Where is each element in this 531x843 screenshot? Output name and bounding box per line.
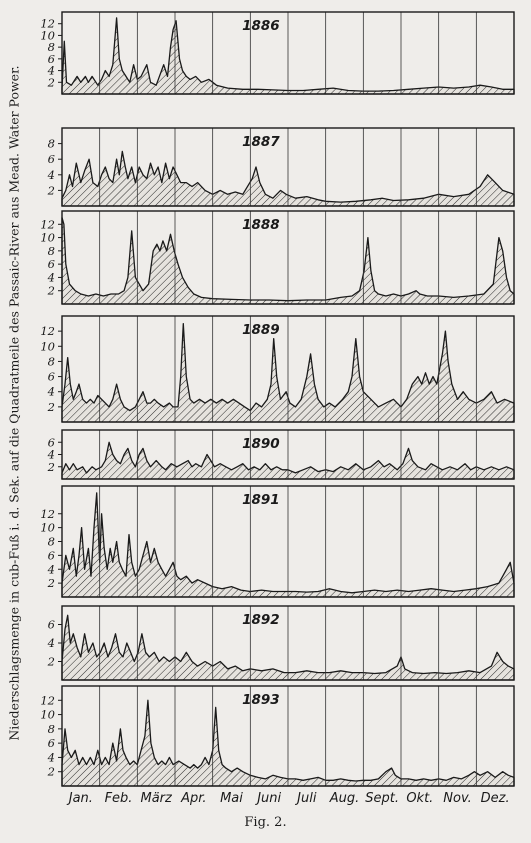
y-tick-label: 12 xyxy=(40,324,55,339)
y-axis-label-container xyxy=(2,8,26,798)
y-tick-label: 2 xyxy=(47,183,55,198)
panel-1887 xyxy=(47,128,514,206)
month-label: Sept. xyxy=(365,791,400,806)
y-tick-label: 4 xyxy=(47,636,55,650)
y-tick-label: 6 xyxy=(47,257,55,272)
month-label: Mai xyxy=(220,791,243,806)
y-tick-label: 6 xyxy=(47,152,55,167)
y-tick-label: 4 xyxy=(47,750,55,765)
y-tick-label: 8 xyxy=(47,721,55,736)
y-tick-label: 12 xyxy=(40,16,55,31)
month-label: Okt. xyxy=(406,791,434,806)
y-tick-label: 4 xyxy=(47,167,55,182)
y-tick-label: 10 xyxy=(40,707,55,722)
y-tick-label: 4 xyxy=(47,384,55,399)
year-label: 1887 xyxy=(242,134,280,150)
y-tick-label: 10 xyxy=(40,230,55,245)
y-tick-label: 10 xyxy=(40,520,55,535)
month-label: Aug. xyxy=(329,791,360,806)
y-tick-label: 6 xyxy=(47,736,55,751)
panel-1890 xyxy=(47,430,514,479)
y-tick-label: 2 xyxy=(47,283,55,298)
month-label: Juli xyxy=(297,791,317,806)
y-tick-label: 12 xyxy=(40,217,55,232)
y-tick-label: 2 xyxy=(47,399,55,414)
y-tick-label: 2 xyxy=(47,576,55,591)
month-label: Juni xyxy=(257,791,282,806)
y-tick-label: 12 xyxy=(40,693,55,708)
y-tick-label: 4 xyxy=(47,63,55,78)
y-tick-label: 2 xyxy=(47,764,55,779)
y-tick-label: 2 xyxy=(47,75,55,90)
month-label: März xyxy=(140,791,172,806)
y-tick-label: 4 xyxy=(47,270,55,285)
panel-1891 xyxy=(40,486,514,597)
y-tick-label: 6 xyxy=(47,548,55,563)
year-label: 1892 xyxy=(242,612,280,628)
y-tick-label: 6 xyxy=(47,51,55,66)
month-label: Jan. xyxy=(68,791,93,806)
y-tick-label: 2 xyxy=(47,459,55,474)
y-axis-label: Niederschlagsmenge in cub-Fuß i. d. Sek. auf die Quadratmeile des Passaic-River aus Mead. Water Power. xyxy=(6,65,22,741)
y-tick-label: 4 xyxy=(47,447,55,462)
y-tick-label: 2 xyxy=(47,654,55,669)
year-label: 1890 xyxy=(242,436,280,452)
panel-1893 xyxy=(40,686,514,786)
month-label: Dez. xyxy=(480,791,510,806)
y-tick-label: 10 xyxy=(40,28,55,43)
y-tick-label: 6 xyxy=(47,369,55,384)
figure-caption: Fig. 2. xyxy=(244,815,287,830)
panel-1886 xyxy=(40,12,514,94)
y-tick-label: 4 xyxy=(47,562,55,577)
y-tick-label: 8 xyxy=(47,354,55,369)
month-label: Apr. xyxy=(181,791,207,806)
y-tick-label: 8 xyxy=(47,136,55,151)
y-tick-label: 6 xyxy=(47,617,55,632)
month-label: Nov. xyxy=(443,791,472,806)
year-label: 1888 xyxy=(242,217,280,233)
month-label: Feb. xyxy=(104,791,133,806)
panel-1888 xyxy=(40,211,514,304)
y-tick-label: 8 xyxy=(47,243,55,258)
y-tick-label: 12 xyxy=(40,506,55,521)
year-label: 1886 xyxy=(242,18,280,34)
y-tick-label: 8 xyxy=(47,534,55,549)
panel-1892 xyxy=(47,606,514,680)
panel-1889 xyxy=(40,316,514,422)
year-label: 1889 xyxy=(242,322,280,338)
y-tick-label: 10 xyxy=(40,339,55,354)
y-tick-label: 6 xyxy=(47,435,55,450)
year-label: 1891 xyxy=(242,492,280,508)
year-label: 1893 xyxy=(242,692,280,708)
y-tick-label: 8 xyxy=(47,40,55,55)
